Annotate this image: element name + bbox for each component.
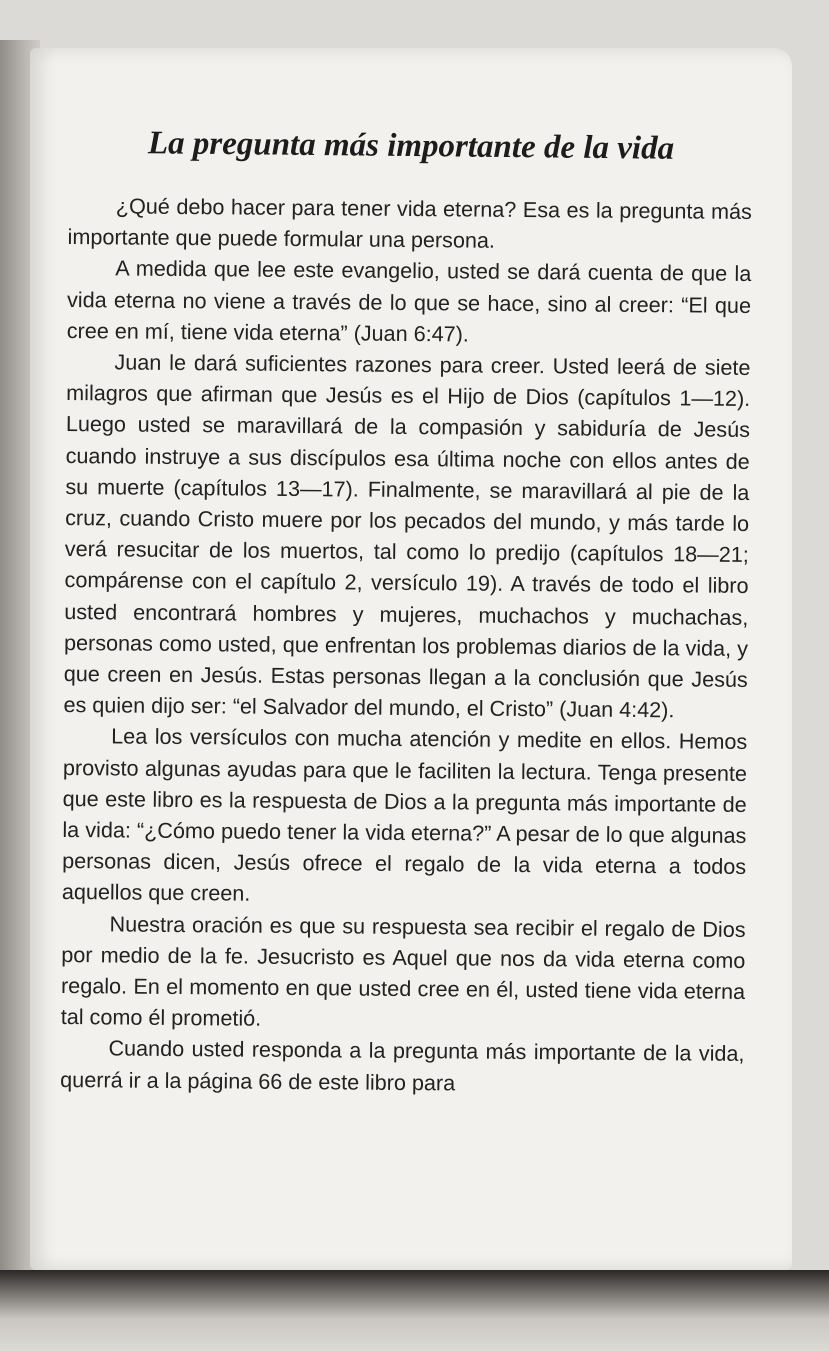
page-title: La pregunta más importante de la vida: [147, 125, 675, 167]
book-page: [30, 48, 792, 1270]
paragraph-6: Cuando usted responda a la pregunta más importante de la vida, querrá ir a la página 66 de este libro para: [60, 1035, 745, 1096]
page-edge-shadow: [0, 1270, 829, 1351]
paragraph-5: Nuestra oración es que su respuesta sea recibir el regalo de Dios por medio de la fe. Jesucristo es Aquel que nos da vida eterna como regalo. En el momento en que usted cree en él, usted tiene vida eterna tal como él prometió.: [60, 911, 746, 1031]
paragraph-1: ¿Qué debo hacer para tener vida eterna? Esa es la pregunta más importante que puede formular una persona.: [67, 193, 752, 253]
paragraph-4: Lea los versículos con mucha atención y medite en ellos. Hemos provisto algunas ayudas para que le faciliten la lectura. Tenga presente que este libro es la respuesta de Dios a la pregunta más importante de la vida: “¿Cómo puedo tener la vida eterna?” A pesar de lo que algunas personas dicen, Jesús ofrece el regalo de la vida eterna a todos aquellos que creen.: [61, 723, 748, 907]
paragraph-2: A medida que lee este evangelio, usted se dará cuenta de que la vida eterna no viene a través de lo que se hace, sino al creer: “El que cree en mí, tiene vida eterna” (Juan 6:47).: [66, 255, 752, 347]
page-body: [60, 190, 752, 1101]
paragraph-3: Juan le dará suficientes razones para creer. Usted leerá de siete milagros que afirman que Jesús es el Hijo de Dios (capítulos 1—12). Luego usted se maravillará de la compasión y sabiduría de Jesús cuando instruye a sus discípulos esa última noche con ellos antes de su muerte (capítulos 13—17). Finalmente, se maravillará al pie de la cruz, cuando Cristo muere por los pecados del mundo, y más tarde lo verá resucitar de los muertos, tal como lo predijo (capítulos 18—21; compárense con el capítulo 2, versículo 19). A través de todo el libro usted encontrará hombres y mujeres, muchachos y muchachas, personas como usted, que enfrentan los problemas diarios de la vida, y que creen en Jesús. Estas personas llegan a la conclusión que Jesús es quien dijo ser: “el Salvador del mundo, el Cristo” (Juan 4:42).: [63, 349, 751, 723]
